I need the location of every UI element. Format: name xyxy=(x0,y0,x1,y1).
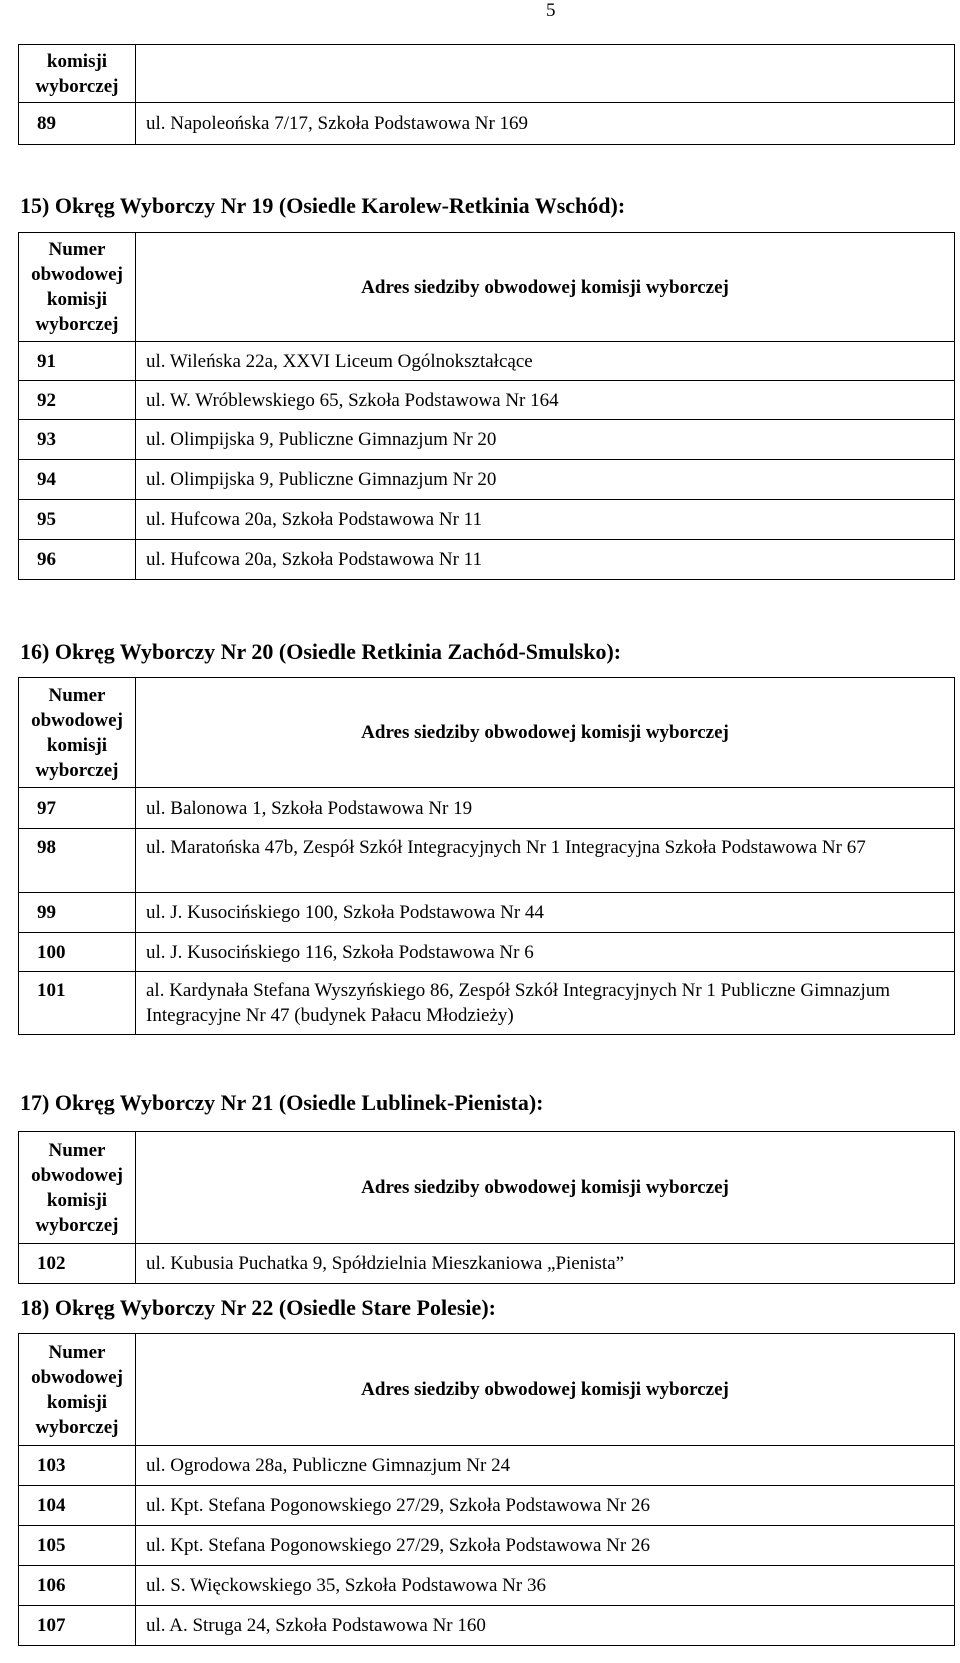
row-number: 92 xyxy=(19,381,136,420)
row-number: 100 xyxy=(19,933,136,972)
table-row xyxy=(19,381,955,420)
row-number: 104 xyxy=(19,1486,136,1526)
section-heading: 16) Okręg Wyborczy Nr 20 (Osiedle Retkinia Zachód-Smulsko): xyxy=(20,639,622,664)
header-col1-line: wyborczej xyxy=(35,75,119,97)
header-col1-line: Numer xyxy=(48,1139,106,1161)
header-col1 xyxy=(19,45,136,103)
section-table xyxy=(18,1333,955,1646)
table-header-row xyxy=(19,1334,955,1446)
header-col1-line: obwodowej xyxy=(31,1366,123,1388)
row-address: ul. Hufcowa 20a, Szkoła Podstawowa Nr 11 xyxy=(136,540,955,580)
header-col2: Adres siedziby obwodowej komisji wyborczej xyxy=(136,233,955,342)
row-number: 103 xyxy=(19,1446,136,1486)
table-row xyxy=(19,788,955,829)
header-col1 xyxy=(19,233,136,342)
header-col1-line: wyborczej xyxy=(35,1416,119,1438)
table-row xyxy=(19,1606,955,1646)
row-address: ul. S. Więckowskiego 35, Szkoła Podstawowa Nr 36 xyxy=(136,1566,955,1606)
row-number: 94 xyxy=(19,460,136,500)
table-row xyxy=(19,893,955,933)
row-number: 93 xyxy=(19,420,136,460)
row-address: ul. Hufcowa 20a, Szkoła Podstawowa Nr 11 xyxy=(136,500,955,540)
section-table xyxy=(18,232,955,580)
row-address: ul. Balonowa 1, Szkoła Podstawowa Nr 19 xyxy=(136,788,955,829)
table-row xyxy=(19,342,955,381)
row-number: 105 xyxy=(19,1526,136,1566)
row-address: ul. Maratońska 47b, Zespół Szkół Integracyjnych Nr 1 Integracyjna Szkoła Podstawowa Nr 67 xyxy=(136,829,955,893)
row-address: al. Kardynała Stefana Wyszyńskiego 86, Zespół Szkół Integracyjnych Nr 1 Publiczne Gimnazjum Integracyjne Nr 47 (budynek Pałacu Młodzieży) xyxy=(136,972,955,1035)
section-table xyxy=(18,677,955,1035)
header-col1-line: komisji xyxy=(46,1391,108,1413)
section-heading: 18) Okręg Wyborczy Nr 22 (Osiedle Stare Polesie): xyxy=(20,1295,496,1320)
row-number: 97 xyxy=(19,788,136,829)
row-number: 98 xyxy=(19,829,136,893)
row-address: ul. Kpt. Stefana Pogonowskiego 27/29, Szkoła Podstawowa Nr 26 xyxy=(136,1486,955,1526)
row-address: ul. Kpt. Stefana Pogonowskiego 27/29, Szkoła Podstawowa Nr 26 xyxy=(136,1526,955,1566)
row-number: 95 xyxy=(19,500,136,540)
header-col2: Adres siedziby obwodowej komisji wyborczej xyxy=(136,1334,955,1446)
header-col1 xyxy=(19,1334,136,1446)
header-col1-line: komisji xyxy=(46,734,108,756)
table-row xyxy=(19,103,955,145)
table-row xyxy=(19,420,955,460)
header-col1-line: komisji xyxy=(46,50,108,72)
header-col2-empty xyxy=(136,45,955,103)
row-number: 96 xyxy=(19,540,136,580)
header-col1-line: wyborczej xyxy=(35,314,119,335)
table-header-row xyxy=(19,233,955,342)
table-header-row xyxy=(19,678,955,788)
header-col1-line: Numer xyxy=(48,684,106,706)
row-address: ul. W. Wróblewskiego 65, Szkoła Podstawowa Nr 164 xyxy=(136,381,955,420)
header-col1 xyxy=(19,678,136,788)
row-number: 106 xyxy=(19,1566,136,1606)
table-header-row xyxy=(19,45,955,103)
table-row xyxy=(19,540,955,580)
table-header-row xyxy=(19,1132,955,1244)
table-row xyxy=(19,1244,955,1284)
table-row xyxy=(19,460,955,500)
row-address: ul. A. Struga 24, Szkoła Podstawowa Nr 160 xyxy=(136,1606,955,1646)
table-row xyxy=(19,1486,955,1526)
row-number: 99 xyxy=(19,893,136,933)
header-col2: Adres siedziby obwodowej komisji wyborczej xyxy=(136,1132,955,1244)
row-address: ul. Olimpijska 9, Publiczne Gimnazjum Nr 20 xyxy=(136,460,955,500)
row-address: ul. J. Kusocińskiego 116, Szkoła Podstawowa Nr 6 xyxy=(136,933,955,972)
header-col1-line: komisji xyxy=(46,289,108,310)
table-row xyxy=(19,1566,955,1606)
header-col1-line: obwodowej xyxy=(31,709,123,731)
table-row xyxy=(19,500,955,540)
row-number: 107 xyxy=(19,1606,136,1646)
table-row xyxy=(19,1526,955,1566)
header-col1-line: Numer xyxy=(48,1341,106,1363)
row-address: ul. Olimpijska 9, Publiczne Gimnazjum Nr 20 xyxy=(136,420,955,460)
section-heading: 15) Okręg Wyborczy Nr 19 (Osiedle Karolew-Retkinia Wschód): xyxy=(20,193,626,218)
section-table xyxy=(18,1131,955,1284)
table-row xyxy=(19,829,955,893)
header-col1-line: komisji xyxy=(46,1189,108,1211)
row-number: 91 xyxy=(19,342,136,381)
header-col1 xyxy=(19,1132,136,1244)
section-heading: 17) Okręg Wyborczy Nr 21 (Osiedle Lublinek-Pienista): xyxy=(20,1090,544,1115)
header-col1-line: wyborczej xyxy=(35,1214,119,1236)
header-col1-line: Numer xyxy=(48,239,106,260)
top-table xyxy=(18,44,955,145)
table-row xyxy=(19,933,955,972)
row-address: ul. Kubusia Puchatka 9, Spółdzielnia Mieszkaniowa „Pienista” xyxy=(136,1244,955,1284)
row-number: 89 xyxy=(19,103,136,145)
page-number: 5 xyxy=(546,0,556,21)
row-address: ul. Wileńska 22a, XXVI Liceum Ogólnokształcące xyxy=(136,342,955,381)
table-row xyxy=(19,1446,955,1486)
row-number: 101 xyxy=(19,972,136,1035)
row-address: ul. Ogrodowa 28a, Publiczne Gimnazjum Nr 24 xyxy=(136,1446,955,1486)
row-address: ul. Napoleońska 7/17, Szkoła Podstawowa Nr 169 xyxy=(136,103,955,145)
header-col1-line: obwodowej xyxy=(31,1164,123,1186)
row-number: 102 xyxy=(19,1244,136,1284)
header-col1-line: wyborczej xyxy=(35,759,119,781)
header-col2: Adres siedziby obwodowej komisji wyborczej xyxy=(136,678,955,788)
row-address: ul. J. Kusocińskiego 100, Szkoła Podstawowa Nr 44 xyxy=(136,893,955,933)
header-col1-line: obwodowej xyxy=(31,264,123,285)
table-row xyxy=(19,972,955,1035)
